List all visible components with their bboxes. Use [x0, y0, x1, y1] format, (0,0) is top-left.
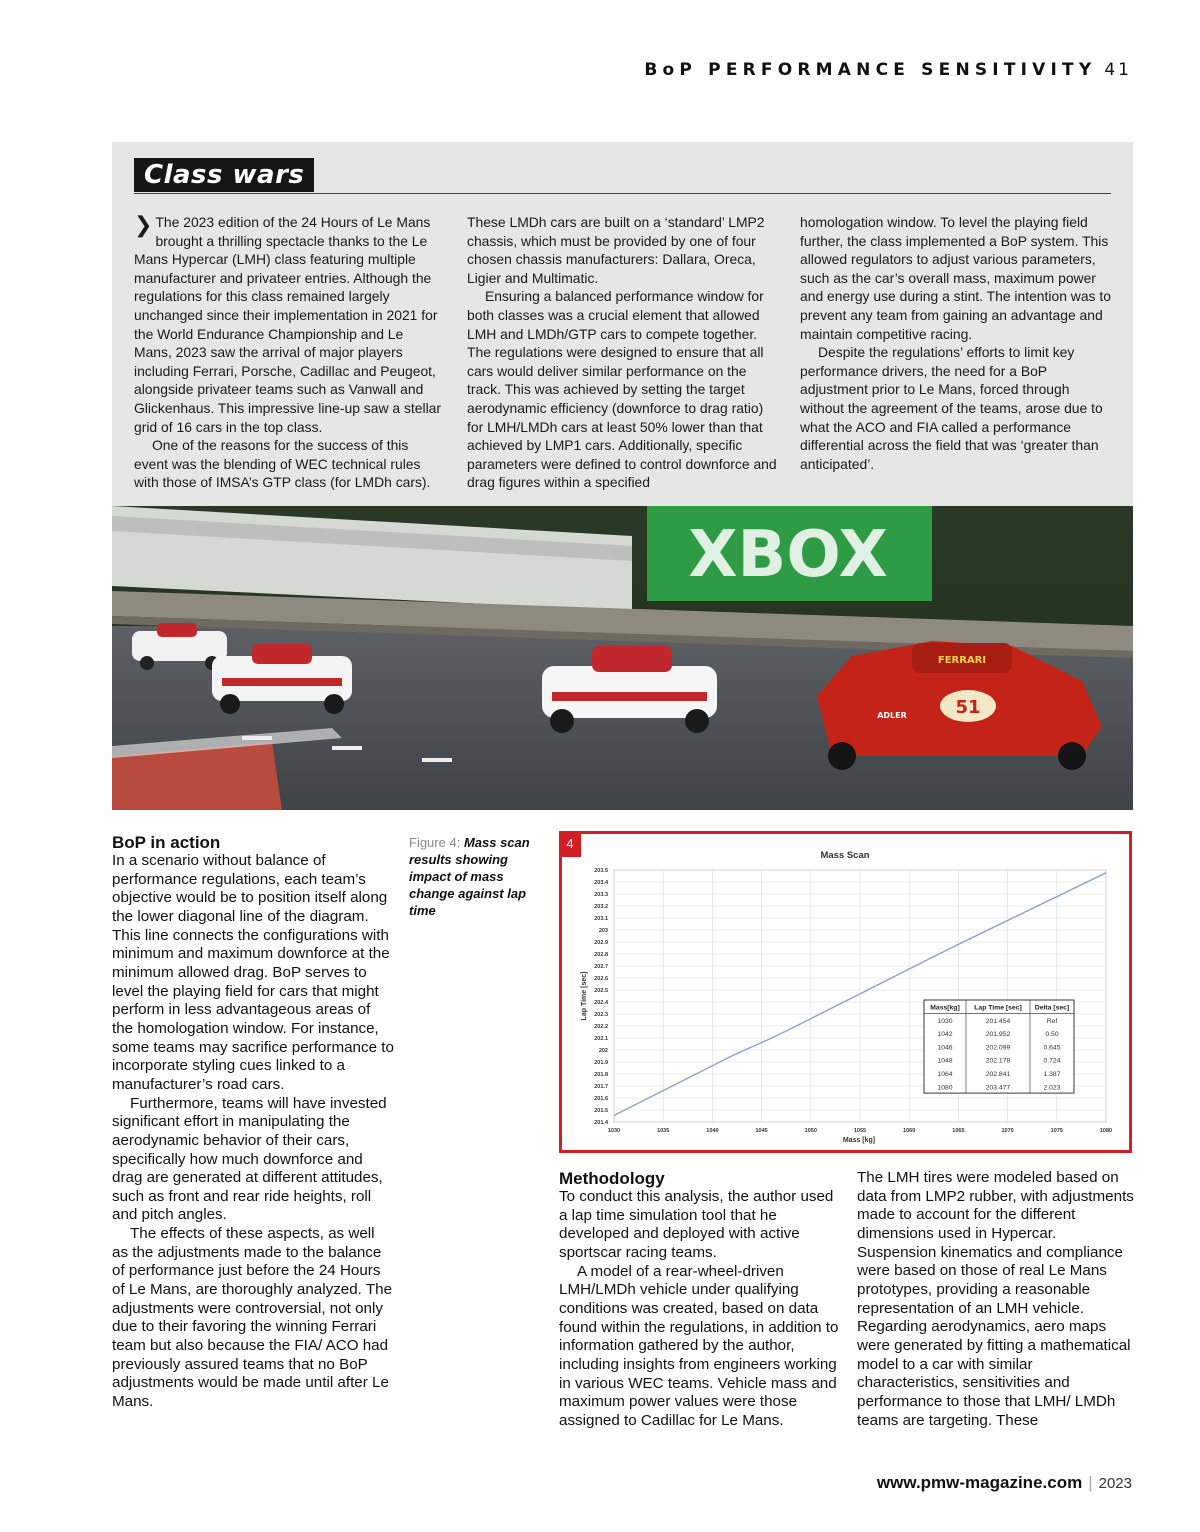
- y-tick-label: 203.1: [594, 916, 608, 922]
- chevron-right-icon: ❯: [134, 213, 153, 238]
- y-tick-label: 203: [598, 928, 608, 934]
- y-tick-label: 201.4: [594, 1120, 608, 1126]
- methodology-paragraph: To conduct this analysis, the author used a lap time simulation tool that he developed and deployed with active sportscar racing teams.: [559, 1188, 834, 1261]
- figure-caption: [409, 834, 549, 919]
- y-tick-label: 201.9: [594, 1060, 608, 1066]
- methodology-body: [559, 1188, 839, 1431]
- lmh-paragraph: The LMH tires were modeled based on data from LMP2 rubber, with adjustments made to account for the different dimensions used in Hypercar. Suspension kinematics and compliance were based on those of real Le Mans prototypes, providing a reasonable representation of an LMH vehicle. Regarding aerodynamics, aero maps were generated by fitting a mathematical model to a car with similar characteristics, sensitivities and performance to those that LMH/ LMDh teams are targeting. These: [857, 1169, 1134, 1429]
- y-tick-label: 202.4: [594, 1000, 608, 1006]
- table-cell: 203.477: [985, 1084, 1011, 1092]
- table-cell: 1030: [937, 1017, 953, 1025]
- y-tick-label: 202.3: [594, 1012, 608, 1018]
- sidebar-paragraph: Ensuring a balanced performance window for both classes was a crucial element that allowed LMH and LMDh/GTP cars to compete together. The regulations were designed to ensure that all cars would deliver similar performance on the track. This was achieved by setting the target aerodynamic efficiency (downforce to drag ratio) for LMH/LMDh cars at least 50% lower than that achieved by LMP1 cars. Additionally, specific parameters were defined to control downforce and drag figures within a specified: [467, 288, 777, 491]
- table-cell: 202.099: [985, 1044, 1011, 1052]
- table-cell: 0.50: [1045, 1031, 1059, 1039]
- race-photo: [112, 506, 1133, 810]
- table-header-cell: Delta [sec]: [1034, 1004, 1070, 1012]
- y-tick-label: 202.7: [594, 964, 608, 970]
- table-cell: 1042: [937, 1031, 953, 1039]
- sidebar-paragraph: homologation window. To level the playing field further, the class implemented a BoP system. This allowed regulators to adjust various parameters, such as the car’s overall mass, maximum power and energy use during a stint. The intention was to prevent any team from gaining an advantage and maintain competitive racing.: [800, 214, 1111, 342]
- sidebar-paragraph: Despite the regulations’ efforts to limit key performance drivers, the need for a BoP adjustment prior to Le Mans, forced through without the agreement of the teams, arose due to what the ACO and FIA called a performance differential across the field that was ‘greater than anticipated’.: [800, 344, 1103, 472]
- banner-text: XBOX: [688, 518, 888, 592]
- x-tick-label: 1030: [607, 1128, 621, 1134]
- footer-url[interactable]: www.pmw-magazine.com: [876, 1473, 1083, 1492]
- bop-paragraph: The effects of these aspects, as well as the adjustments made to the balance of performance just before the 24 Hours of Le Mans, are thoroughly analyzed. The adjustments were controversial, not only due to their favoring the winning Ferrari team but also because the FIA/ ACO had previously assured teams that no BoP adjustments would be made until after Le Mans.: [112, 1225, 393, 1411]
- sidebar-paragraph: These LMDh cars are built on a ‘standard’ LMP2 chassis, which must be provided by one of four chosen chassis manufacturers: Dallara, Oreca, Ligier and Multimatic.: [467, 214, 765, 286]
- x-tick-label: 1075: [1050, 1128, 1063, 1134]
- y-tick-label: 202.6: [594, 976, 608, 982]
- table-cell: 202.178: [985, 1057, 1011, 1065]
- table-cell: 1080: [937, 1084, 953, 1092]
- x-tick-label: 1055: [853, 1128, 867, 1134]
- y-tick-label: 202.2: [594, 1024, 608, 1030]
- y-tick-label: 202: [598, 1048, 608, 1054]
- table-cell: 201.952: [985, 1031, 1011, 1039]
- y-tick-label: 203.2: [594, 904, 608, 910]
- y-tick-label: 203.3: [594, 892, 608, 898]
- y-tick-label: 203.4: [594, 880, 608, 886]
- race-photo-illustration: [112, 506, 1133, 810]
- mass-scan-chart: [562, 834, 1129, 1150]
- sidebar-column-1: [134, 213, 444, 492]
- y-tick-label: 202.8: [594, 952, 608, 958]
- car-brand-text: FERRARI: [937, 655, 987, 666]
- table-cell: 1.387: [1043, 1071, 1061, 1078]
- car-number-text: 51: [955, 697, 981, 718]
- y-tick-label: 201.8: [594, 1072, 608, 1078]
- table-cell: 1064: [937, 1071, 953, 1078]
- table-cell: 2.023: [1043, 1084, 1061, 1092]
- sidebar-title: Class wars: [134, 158, 314, 192]
- figure-badge: 4: [559, 831, 581, 857]
- figure-caption-text: Mass scan results showing impact of mass change against lap time: [409, 835, 530, 918]
- chart-data-table: [924, 1000, 1074, 1093]
- chart-x-ticks: [608, 1128, 1112, 1134]
- y-tick-label: 202.9: [594, 940, 608, 946]
- table-cell: 201.454: [985, 1017, 1011, 1025]
- table-cell: Ref: [1046, 1017, 1058, 1025]
- table-header-cell: Lap Time [sec]: [974, 1004, 1022, 1012]
- footer-year: 2023: [1098, 1475, 1132, 1492]
- y-tick-label: 203.5: [594, 868, 608, 874]
- figure-label: Figure 4:: [409, 835, 461, 850]
- footer: [877, 1473, 1132, 1493]
- methodology-heading: Methodology: [559, 1169, 665, 1188]
- x-tick-label: 1060: [903, 1128, 916, 1134]
- x-tick-label: 1050: [804, 1128, 817, 1134]
- bop-paragraph: In a scenario without balance of performance regulations, each team’s objective would be to position itself along the lower diagonal line of the diagram. This line connects the configurations with minimum and maximum downforce at the minimum allowed drag. BoP serves to level the playing field for cars that might perform in less advantageous areas of the homologation window. For instance, some teams may sacrifice performance to incorporate styling cues linked to a manufacturer’s road cars.: [112, 852, 394, 1093]
- x-tick-label: 1040: [706, 1128, 719, 1134]
- y-tick-label: 201.6: [594, 1096, 608, 1102]
- bop-heading: BoP in action: [112, 833, 221, 852]
- table-cell: 1048: [937, 1057, 953, 1065]
- sidebar-column-3: [800, 213, 1112, 473]
- x-tick-label: 1065: [952, 1128, 965, 1134]
- x-tick-label: 1070: [1001, 1128, 1014, 1134]
- section-title: BoP PERFORMANCE SENSITIVITY: [644, 60, 1097, 80]
- x-tick-label: 1035: [657, 1128, 670, 1134]
- lmh-body: [857, 1169, 1137, 1430]
- table-cell: 0.724: [1043, 1057, 1061, 1065]
- running-header: [644, 60, 1132, 80]
- y-tick-label: 201.7: [594, 1084, 608, 1090]
- table-header-cell: Mass[kg]: [930, 1004, 960, 1012]
- methodology-paragraph: A model of a rear-wheel-driven LMH/LMDh vehicle under qualifying conditions was created, based on data found within the regulations, in addition to information gathered by the author, including insights from engineers working in various WEC teams. Vehicle mass and maximum power values were those assigned to Cadillac for Le Mans.: [559, 1262, 839, 1429]
- chart-title: Mass Scan: [820, 850, 870, 861]
- table-cell: 202.841: [985, 1071, 1011, 1078]
- footer-separator: |: [1088, 1473, 1093, 1492]
- x-tick-label: 1045: [755, 1128, 768, 1134]
- y-tick-label: 201.5: [594, 1108, 608, 1114]
- table-cell: 1046: [937, 1044, 953, 1052]
- page-number: 41: [1104, 60, 1132, 80]
- sidebar-paragraph: One of the reasons for the success of this event was the blending of WEC technical rules with those of IMSA’s GTP class (for LMDh cars).: [134, 437, 431, 491]
- bop-paragraph: Furthermore, teams will have invested significant effort in manipulating the aerodynamic behavior of their cars, specifically how much downforce and drag are generated at different attitudes, such as front and rear ride heights, roll and pitch angles.: [112, 1094, 387, 1224]
- bop-body: [112, 852, 394, 1412]
- sponsor-text: ADLER: [877, 711, 907, 720]
- table-cell: 0.645: [1043, 1044, 1061, 1052]
- chart-ylabel: Lap Time [sec]: [581, 971, 588, 1021]
- chart-y-ticks: [594, 868, 609, 1126]
- sidebar-rule: [134, 193, 1111, 194]
- chart-xlabel: Mass [kg]: [842, 1137, 876, 1144]
- sidebar-paragraph: ❯ The 2023 edition of the 24 Hours of Le Mans brought a thrilling spectacle thanks to the Le Mans Hypercar (LMH) class featuring multiple manufacturer and privateer entries. Although the regulations for this class remained largely unchanged since their implementation in 2021 for the World Endurance Championship and Le Mans, 2023 saw the arrival of major players including Ferrari, Porsche, Cadillac and Peugeot, alongside privateer teams such as Vanwall and Glickenhaus. This impressive line-up saw a stellar grid of 16 cars in the top class.: [134, 213, 442, 435]
- x-tick-label: 1080: [1099, 1128, 1113, 1134]
- y-tick-label: 202.1: [594, 1036, 608, 1042]
- sidebar-column-2: [467, 213, 779, 492]
- y-tick-label: 202.5: [594, 988, 608, 994]
